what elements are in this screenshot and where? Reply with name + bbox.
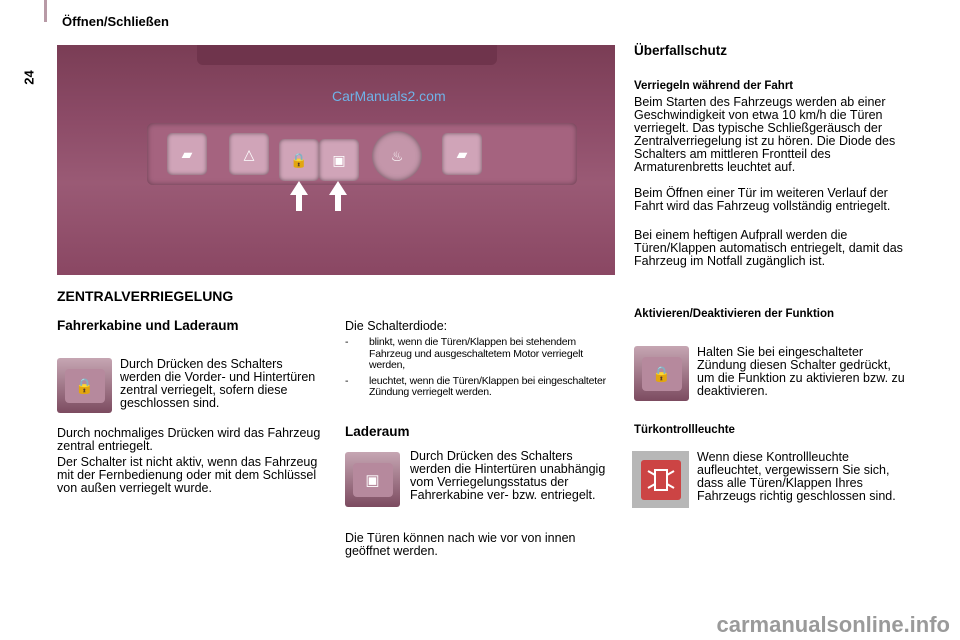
seat-icon: ♨ [390, 147, 404, 164]
lock-icon: 🔒 [642, 357, 682, 391]
arrow-up-icon [290, 181, 308, 195]
middle-p1: Die Türen können nach wie vor von innen geöffnet werden. [345, 531, 576, 558]
diode-intro: Die Schalterdiode: [345, 319, 448, 333]
lock-icon: 🔒 [65, 369, 105, 403]
window-switch-left [167, 133, 207, 175]
switch-panel [147, 123, 577, 185]
lock-icon: 🔒 [290, 151, 308, 168]
arrow-up-icon [329, 181, 347, 195]
middle-heading: Laderaum [345, 424, 410, 439]
left-p1: Durch nochmaliges Drücken wird das Fahrzeug zentral entriegelt. [57, 426, 321, 453]
hazard-button [229, 133, 269, 175]
arrow-stem [335, 195, 341, 211]
right-p3: Bei einem heftigen Aufprall werden die Türen/Klappen automatisch entriegelt, damit das Fahrzeug im Notfall zugänglich ist. [634, 228, 903, 268]
page-number: 24 [21, 70, 37, 85]
right-heading: Überfallschutz [634, 43, 728, 58]
list-item: - leuchtet, wenn die Türen/Klappen bei eingeschalteter Zündung verriegelt werden. [345, 376, 620, 399]
cargo-lock-icon: ▣ [353, 463, 393, 497]
main-title: ZENTRALVERRIEGELUNG [57, 288, 234, 304]
door-open-warning-icon [641, 460, 681, 500]
left-icon-text: Durch Drücken des Schalters werden die Vorder- und Hintertüren zentral verriegelt, sofern diese geschlossen sind. [120, 357, 316, 410]
vent-strip [197, 45, 497, 65]
window-icon: ▰ [456, 145, 468, 162]
right-p2: Beim Öffnen einer Tür im weiteren Verlauf der Fahrt wird das Fahrzeug vollständig entriegelt. [634, 186, 891, 213]
right-sub2: Aktivieren/Deaktivieren der Funktion [634, 308, 835, 320]
right-icon-text: Halten Sie bei eingeschalteter Zündung diesen Schalter gedrückt, um die Funktion zu aktivieren bzw. zu deaktivieren. [697, 345, 905, 398]
middle-icon-text: Durch Drücken des Schalters werden die Hintertüren unabhängig vom Verriegelungsstatus der Fahrerkabine ver- bzw. entriegelt. [410, 449, 606, 502]
arrow-stem [296, 195, 302, 211]
console-photo [57, 45, 615, 275]
watermark: CarManuals2.com [332, 88, 446, 104]
car-doors-icon [646, 467, 676, 493]
door-warning-lamp [632, 451, 689, 508]
central-lock-button [279, 139, 319, 181]
margin-rule [44, 0, 47, 22]
lock-switch-image [634, 346, 689, 401]
list-item: - blinkt, wenn die Türen/Klappen bei stehendem Fahrzeug und ausgeschaltetem Motor verriegelt werden, [345, 337, 620, 372]
cargo-lock-icon: ▣ [332, 151, 346, 168]
diode-list [345, 337, 620, 403]
seat-heating-knob [372, 131, 422, 181]
left-heading: Fahrerkabine und Laderaum [57, 318, 239, 333]
hazard-icon: △ [243, 145, 255, 162]
section-title: Öffnen/Schließen [62, 14, 169, 29]
window-switch-right [442, 133, 482, 175]
lock-switch-image [57, 358, 112, 413]
right-sub3: Türkontrollleuchte [634, 424, 735, 436]
cargo-switch-image [345, 452, 400, 507]
left-p2: Der Schalter ist nicht aktiv, wenn das Fahrzeug mit der Fernbedienung oder mit dem Schlüssel von außen verriegelt wurde. [57, 455, 318, 495]
cargo-lock-button [319, 139, 359, 181]
footer-watermark: carmanualsonline.info [716, 612, 950, 637]
right-tk-text: Wenn diese Kontrollleuchte aufleuchtet, vergewissern Sie sich, dass alle Türen/Klappen Ihres Fahrzeugs richtig geschlossen sind. [697, 450, 896, 503]
window-icon: ▰ [181, 145, 193, 162]
right-sub1: Verriegeln während der Fahrt [634, 80, 794, 92]
right-p1: Beim Starten des Fahrzeugs werden ab einer Geschwindigkeit von etwa 10 km/h die Türen verriegelt. Das typische Schließgeräusch der Zentralverriegelung ist zu hören. Die Diode des Schalters am mittleren Frontteil des Armaturenbretts leuchtet auf. [634, 95, 896, 174]
